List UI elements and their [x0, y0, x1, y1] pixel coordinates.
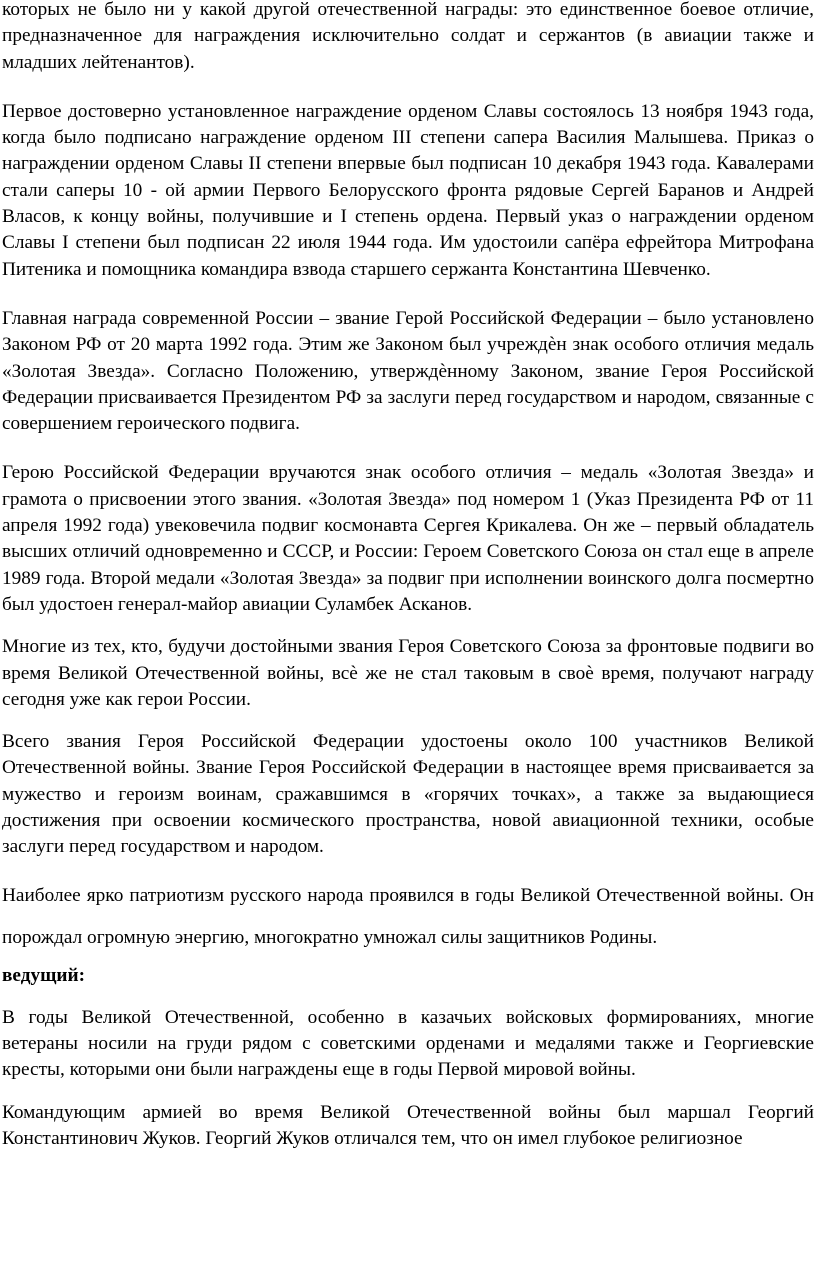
speaker-label: ведущий:: [2, 964, 86, 986]
paragraph-first-awards: Первое достоверно установленное награждение орденом Славы состоялось 13 ноября 1943 года, когда было подписано награждение орденом III степени сапера Василия Малышева. Приказ о награждении орденом Славы II степени впервые был подписан 10 декабря 1943 года. Кавалерами стали саперы 10 - ой армии Первого Белорусского фронта рядовые Сергей Баранов и Андрей Власов, к концу войны, получившие и I степень ордена. Первый указ о награждении орденом Славы I степени был подписан 22 июля 1944 года. Им удостоили сапёра ефрейтора Митрофана Питеника и помощника командира взвода старшего сержанта Константина Шевченко.: [2, 100, 814, 280]
paragraph-wwii-participants: Всего звания Героя Российской Федерации удостоены около 100 участников Великой Отечественной войны. Звание Героя Российской Федерации в настоящее время присваивается за мужество и героизм воинам, сражавшимся в «горячих точках», а также за выдающиеся достижения при освоении космического пространства, новой авиационной техники, особые заслуги перед государством и народом.: [2, 731, 814, 858]
paragraph-patriotism: Наиболее ярко патриотизм русского народа проявился в годы Великой Отечественной войны. Он порождал огромную энергию, многократно умножал силы защитников Родины.: [2, 884, 814, 948]
paragraph-hero-of-russia: Главная награда современной России – звание Герой Российской Федерации – было установлено Законом РФ от 20 марта 1992 года. Этим же Законом был учреждѐн знак особого отличия медаль «Золотая Звезда». Согласно Положению, утверждѐнному Законом, звание Героя Российской Федерации присваивается Президентом РФ за заслуги перед государством и народом, связанные с совершением героического подвига.: [2, 307, 814, 435]
paragraph-veterans-heroes: Многие из тех, кто, будучи достойными звания Героя Советского Союза за фронтовые подвиги во время Великой Отечественной войны, всѐ же не стал таковым в своѐ время, получают награду сегодня уже как герои России.: [2, 636, 814, 710]
paragraph-zhukov: Командующим армией во время Великой Отечественной войны был маршал Георгий Константинович Жуков. Георгий Жуков отличался тем, что он имел глубокое религиозное: [2, 1101, 814, 1149]
paragraph-order-of-glory-intro: которых не было ни у какой другой отечественной награды: это единственное боевое отличие, предназначенное для награждения исключительно солдат и сержантов (в авиации также и младших лейтенантов).: [2, 0, 814, 73]
paragraph-georgian-crosses: В годы Великой Отечественной, особенно в казачьих войсковых формированиях, многие ветераны носили на груди рядом с советскими орденами и медалями также и Георгиевские кресты, которыми они были награждены еще в годы Первой мировой войны.: [2, 1006, 814, 1081]
paragraph-golden-star: Герою Российской Федерации вручаются знак особого отличия – медаль «Золотая Звезда» и грамота о присвоении этого звания. «Золотая Звезда» под номером 1 (Указ Президента РФ от 11 апреля 1992 года) увековечила подвиг космонавта Сергея Крикалева. Он же – первый обладатель высших отличий одновременно и СССР, и России: Героем Советского Союза он стал еще в апреле 1989 года. Второй медали «Золотая Звезда» за подвиг при исполнении воинского долга посмертно был удостоен генерал-майор авиации Суламбек Асканов.: [2, 462, 814, 615]
